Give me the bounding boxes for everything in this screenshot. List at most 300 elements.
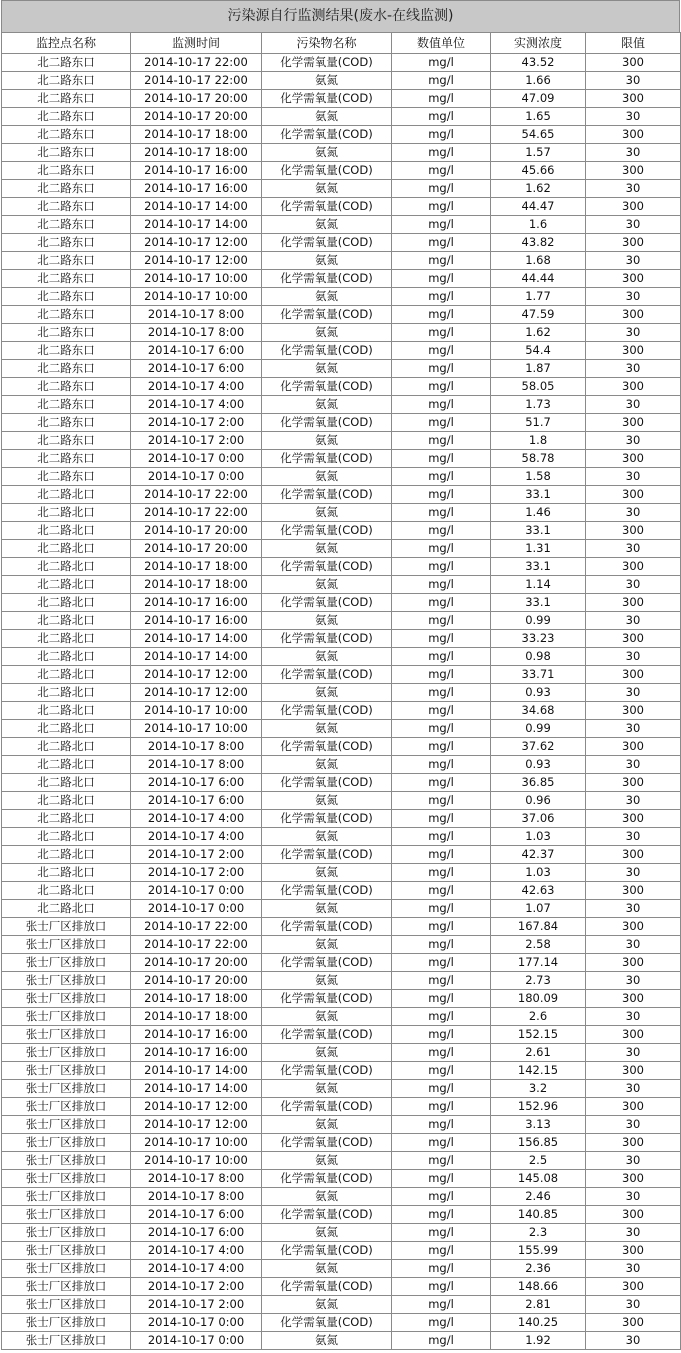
table-row [2,252,681,270]
pollutant-cell: 化学需氧量(COD) [262,54,392,72]
limit-cell: 300 [586,450,681,468]
table-row [2,882,681,900]
limit-cell: 30 [586,684,681,702]
table-row [2,576,681,594]
unit-cell: mg/l [392,234,491,252]
pollutant-cell: 化学需氧量(COD) [262,954,392,972]
limit-cell: 300 [586,630,681,648]
time-cell: 2014-10-17 18:00 [131,576,262,594]
time-cell: 2014-10-17 22:00 [131,72,262,90]
site-cell: 张士厂区排放口 [2,1098,131,1116]
limit-cell: 30 [586,864,681,882]
limit-cell: 300 [586,270,681,288]
site-cell: 张士厂区排放口 [2,1242,131,1260]
pollutant-cell: 化学需氧量(COD) [262,450,392,468]
time-cell: 2014-10-17 2:00 [131,846,262,864]
time-cell: 2014-10-17 20:00 [131,972,262,990]
concentration-cell: 42.37 [491,846,586,864]
unit-cell: mg/l [392,1242,491,1260]
unit-cell: mg/l [392,342,491,360]
site-cell: 北二路北口 [2,864,131,882]
concentration-cell: 1.14 [491,576,586,594]
limit-cell: 30 [586,720,681,738]
limit-cell: 30 [586,432,681,450]
pollutant-cell: 氨氮 [262,1044,392,1062]
table-row [2,630,681,648]
concentration-cell: 0.93 [491,756,586,774]
concentration-cell: 47.09 [491,90,586,108]
limit-cell: 30 [586,180,681,198]
time-cell: 2014-10-17 16:00 [131,594,262,612]
time-cell: 2014-10-17 18:00 [131,990,262,1008]
pollutant-cell: 化学需氧量(COD) [262,414,392,432]
table-row [2,720,681,738]
unit-cell: mg/l [392,1062,491,1080]
limit-cell: 30 [586,1188,681,1206]
time-cell: 2014-10-17 2:00 [131,414,262,432]
site-cell: 北二路北口 [2,486,131,504]
site-cell: 张士厂区排放口 [2,1008,131,1026]
table-row [2,846,681,864]
unit-cell: mg/l [392,1278,491,1296]
col-header-unit: 数值单位 [392,33,491,54]
site-cell: 北二路东口 [2,360,131,378]
table-row [2,144,681,162]
unit-cell: mg/l [392,432,491,450]
time-cell: 2014-10-17 14:00 [131,648,262,666]
limit-cell: 300 [586,702,681,720]
site-cell: 北二路北口 [2,522,131,540]
pollutant-cell: 氨氮 [262,360,392,378]
concentration-cell: 54.65 [491,126,586,144]
limit-cell: 300 [586,1278,681,1296]
limit-cell: 300 [586,918,681,936]
site-cell: 张士厂区排放口 [2,1278,131,1296]
concentration-cell: 42.63 [491,882,586,900]
pollutant-cell: 化学需氧量(COD) [262,1278,392,1296]
col-header-site: 监控点名称 [2,33,131,54]
pollutant-cell: 化学需氧量(COD) [262,558,392,576]
concentration-cell: 2.36 [491,1260,586,1278]
limit-cell: 300 [586,558,681,576]
concentration-cell: 33.23 [491,630,586,648]
site-cell: 张士厂区排放口 [2,1026,131,1044]
pollutant-cell: 化学需氧量(COD) [262,126,392,144]
pollutant-cell: 氨氮 [262,936,392,954]
unit-cell: mg/l [392,108,491,126]
concentration-cell: 1.6 [491,216,586,234]
limit-cell: 30 [586,576,681,594]
time-cell: 2014-10-17 16:00 [131,612,262,630]
time-cell: 2014-10-17 0:00 [131,1314,262,1332]
unit-cell: mg/l [392,666,491,684]
unit-cell: mg/l [392,1098,491,1116]
site-cell: 北二路东口 [2,72,131,90]
table-row [2,72,681,90]
table-row [2,216,681,234]
time-cell: 2014-10-17 18:00 [131,144,262,162]
limit-cell: 30 [586,612,681,630]
limit-cell: 30 [586,1044,681,1062]
unit-cell: mg/l [392,396,491,414]
time-cell: 2014-10-17 6:00 [131,360,262,378]
table-row [2,1224,681,1242]
pollutant-cell: 氨氮 [262,540,392,558]
concentration-cell: 140.25 [491,1314,586,1332]
unit-cell: mg/l [392,594,491,612]
time-cell: 2014-10-17 16:00 [131,162,262,180]
unit-cell: mg/l [392,1314,491,1332]
concentration-cell: 152.15 [491,1026,586,1044]
time-cell: 2014-10-17 6:00 [131,1224,262,1242]
unit-cell: mg/l [392,1026,491,1044]
pollutant-cell: 氨氮 [262,1152,392,1170]
site-cell: 北二路北口 [2,648,131,666]
concentration-cell: 0.99 [491,720,586,738]
table-row [2,162,681,180]
table-row [2,594,681,612]
pollutant-cell: 化学需氧量(COD) [262,486,392,504]
concentration-cell: 142.15 [491,1062,586,1080]
table-row [2,1044,681,1062]
limit-cell: 30 [586,1116,681,1134]
site-cell: 张士厂区排放口 [2,1224,131,1242]
pollutant-cell: 氨氮 [262,180,392,198]
limit-cell: 30 [586,72,681,90]
time-cell: 2014-10-17 4:00 [131,396,262,414]
limit-cell: 300 [586,1242,681,1260]
concentration-cell: 1.68 [491,252,586,270]
concentration-cell: 51.7 [491,414,586,432]
table-row [2,558,681,576]
pollutant-cell: 氨氮 [262,1260,392,1278]
time-cell: 2014-10-17 2:00 [131,1296,262,1314]
unit-cell: mg/l [392,828,491,846]
limit-cell: 300 [586,846,681,864]
pollutant-cell: 化学需氧量(COD) [262,1026,392,1044]
table-row [2,396,681,414]
time-cell: 2014-10-17 6:00 [131,1206,262,1224]
concentration-cell: 1.92 [491,1332,586,1350]
limit-cell: 300 [586,954,681,972]
time-cell: 2014-10-17 20:00 [131,954,262,972]
site-cell: 北二路北口 [2,900,131,918]
limit-cell: 300 [586,1062,681,1080]
pollutant-cell: 化学需氧量(COD) [262,990,392,1008]
pollutant-cell: 氨氮 [262,468,392,486]
pollutant-cell: 氨氮 [262,1080,392,1098]
limit-cell: 300 [586,486,681,504]
time-cell: 2014-10-17 4:00 [131,810,262,828]
table-row [2,954,681,972]
concentration-cell: 1.03 [491,864,586,882]
site-cell: 张士厂区排放口 [2,1296,131,1314]
site-cell: 北二路东口 [2,288,131,306]
site-cell: 北二路东口 [2,252,131,270]
site-cell: 张士厂区排放口 [2,972,131,990]
site-cell: 北二路北口 [2,882,131,900]
concentration-cell: 1.58 [491,468,586,486]
table-row [2,666,681,684]
table-row [2,702,681,720]
concentration-cell: 43.52 [491,54,586,72]
time-cell: 2014-10-17 0:00 [131,468,262,486]
table-body [2,54,681,1350]
time-cell: 2014-10-17 18:00 [131,1008,262,1026]
limit-cell: 30 [586,972,681,990]
unit-cell: mg/l [392,918,491,936]
table-row [2,1206,681,1224]
table-row [2,1026,681,1044]
unit-cell: mg/l [392,414,491,432]
col-header-time: 监测时间 [131,33,262,54]
pollutant-cell: 化学需氧量(COD) [262,1062,392,1080]
limit-cell: 30 [586,792,681,810]
time-cell: 2014-10-17 10:00 [131,288,262,306]
table-row [2,936,681,954]
site-cell: 北二路东口 [2,144,131,162]
site-cell: 张士厂区排放口 [2,1170,131,1188]
site-cell: 北二路北口 [2,540,131,558]
table-row [2,684,681,702]
site-cell: 北二路北口 [2,774,131,792]
pollutant-cell: 化学需氧量(COD) [262,306,392,324]
time-cell: 2014-10-17 16:00 [131,1026,262,1044]
concentration-cell: 152.96 [491,1098,586,1116]
pollutant-cell: 氨氮 [262,216,392,234]
site-cell: 张士厂区排放口 [2,1332,131,1350]
table-row [2,1062,681,1080]
pollutant-cell: 氨氮 [262,576,392,594]
table-row [2,972,681,990]
unit-cell: mg/l [392,936,491,954]
unit-cell: mg/l [392,648,491,666]
pollutant-cell: 氨氮 [262,648,392,666]
pollutant-cell: 氨氮 [262,72,392,90]
pollutant-cell: 化学需氧量(COD) [262,810,392,828]
pollutant-cell: 化学需氧量(COD) [262,1170,392,1188]
table-row [2,468,681,486]
concentration-cell: 0.93 [491,684,586,702]
site-cell: 北二路北口 [2,756,131,774]
time-cell: 2014-10-17 0:00 [131,900,262,918]
time-cell: 2014-10-17 4:00 [131,1242,262,1260]
concentration-cell: 37.06 [491,810,586,828]
table-row [2,54,681,72]
concentration-cell: 2.6 [491,1008,586,1026]
site-cell: 北二路东口 [2,234,131,252]
unit-cell: mg/l [392,792,491,810]
concentration-cell: 44.47 [491,198,586,216]
concentration-cell: 1.65 [491,108,586,126]
site-cell: 张士厂区排放口 [2,1062,131,1080]
limit-cell: 30 [586,756,681,774]
table-row [2,198,681,216]
time-cell: 2014-10-17 20:00 [131,522,262,540]
unit-cell: mg/l [392,846,491,864]
concentration-cell: 1.03 [491,828,586,846]
site-cell: 北二路北口 [2,684,131,702]
site-cell: 北二路北口 [2,810,131,828]
unit-cell: mg/l [392,90,491,108]
col-header-limit: 限值 [586,33,681,54]
unit-cell: mg/l [392,252,491,270]
concentration-cell: 2.46 [491,1188,586,1206]
unit-cell: mg/l [392,1188,491,1206]
pollutant-cell: 氨氮 [262,1224,392,1242]
report-title: 污染源自行监测结果(废水-在线监测) [1,0,680,32]
table-row [2,180,681,198]
unit-cell: mg/l [392,126,491,144]
site-cell: 北二路东口 [2,270,131,288]
pollutant-cell: 化学需氧量(COD) [262,90,392,108]
time-cell: 2014-10-17 12:00 [131,234,262,252]
unit-cell: mg/l [392,504,491,522]
table-row [2,1242,681,1260]
table-row [2,1170,681,1188]
site-cell: 张士厂区排放口 [2,1134,131,1152]
table-header-row [2,33,681,54]
pollutant-cell: 化学需氧量(COD) [262,774,392,792]
unit-cell: mg/l [392,180,491,198]
concentration-cell: 2.58 [491,936,586,954]
pollutant-cell: 氨氮 [262,684,392,702]
limit-cell: 30 [586,468,681,486]
table-row [2,414,681,432]
concentration-cell: 43.82 [491,234,586,252]
concentration-cell: 2.3 [491,1224,586,1242]
pollutant-cell: 化学需氧量(COD) [262,234,392,252]
site-cell: 北二路北口 [2,594,131,612]
table-row [2,1332,681,1350]
time-cell: 2014-10-17 0:00 [131,882,262,900]
unit-cell: mg/l [392,1296,491,1314]
unit-cell: mg/l [392,1044,491,1062]
time-cell: 2014-10-17 16:00 [131,1044,262,1062]
table-row [2,990,681,1008]
limit-cell: 300 [586,1314,681,1332]
concentration-cell: 177.14 [491,954,586,972]
concentration-cell: 0.98 [491,648,586,666]
table-row [2,306,681,324]
unit-cell: mg/l [392,450,491,468]
site-cell: 张士厂区排放口 [2,990,131,1008]
site-cell: 北二路东口 [2,162,131,180]
time-cell: 2014-10-17 0:00 [131,1332,262,1350]
unit-cell: mg/l [392,1260,491,1278]
concentration-cell: 1.66 [491,72,586,90]
time-cell: 2014-10-17 4:00 [131,1260,262,1278]
concentration-cell: 45.66 [491,162,586,180]
limit-cell: 300 [586,774,681,792]
concentration-cell: 58.05 [491,378,586,396]
pollutant-cell: 化学需氧量(COD) [262,738,392,756]
pollutant-cell: 化学需氧量(COD) [262,1206,392,1224]
pollutant-cell: 化学需氧量(COD) [262,846,392,864]
limit-cell: 300 [586,1098,681,1116]
time-cell: 2014-10-17 2:00 [131,1278,262,1296]
time-cell: 2014-10-17 6:00 [131,774,262,792]
limit-cell: 30 [586,144,681,162]
concentration-cell: 0.96 [491,792,586,810]
site-cell: 北二路东口 [2,180,131,198]
table-row [2,540,681,558]
site-cell: 北二路东口 [2,342,131,360]
table-row [2,522,681,540]
unit-cell: mg/l [392,756,491,774]
pollutant-cell: 化学需氧量(COD) [262,630,392,648]
time-cell: 2014-10-17 2:00 [131,432,262,450]
pollutant-cell: 氨氮 [262,1188,392,1206]
time-cell: 2014-10-17 8:00 [131,1170,262,1188]
pollutant-cell: 化学需氧量(COD) [262,162,392,180]
unit-cell: mg/l [392,468,491,486]
pollutant-cell: 化学需氧量(COD) [262,1098,392,1116]
site-cell: 北二路北口 [2,630,131,648]
time-cell: 2014-10-17 22:00 [131,486,262,504]
pollutant-cell: 氨氮 [262,792,392,810]
time-cell: 2014-10-17 22:00 [131,504,262,522]
concentration-cell: 33.1 [491,522,586,540]
limit-cell: 300 [586,522,681,540]
limit-cell: 30 [586,540,681,558]
col-header-concentration: 实测浓度 [491,33,586,54]
site-cell: 北二路北口 [2,612,131,630]
site-cell: 北二路东口 [2,396,131,414]
limit-cell: 300 [586,594,681,612]
pollutant-cell: 氨氮 [262,504,392,522]
concentration-cell: 1.62 [491,180,586,198]
limit-cell: 300 [586,1206,681,1224]
site-cell: 北二路东口 [2,324,131,342]
limit-cell: 300 [586,738,681,756]
limit-cell: 300 [586,162,681,180]
pollutant-cell: 氨氮 [262,1332,392,1350]
site-cell: 张士厂区排放口 [2,1152,131,1170]
pollutant-cell: 化学需氧量(COD) [262,666,392,684]
site-cell: 北二路东口 [2,378,131,396]
site-cell: 北二路东口 [2,216,131,234]
time-cell: 2014-10-17 14:00 [131,1080,262,1098]
table-row [2,756,681,774]
limit-cell: 30 [586,1008,681,1026]
time-cell: 2014-10-17 20:00 [131,90,262,108]
concentration-cell: 145.08 [491,1170,586,1188]
limit-cell: 30 [586,1332,681,1350]
report-container [1,0,680,1350]
unit-cell: mg/l [392,720,491,738]
site-cell: 张士厂区排放口 [2,936,131,954]
limit-cell: 300 [586,882,681,900]
unit-cell: mg/l [392,990,491,1008]
table-row [2,108,681,126]
pollutant-cell: 氨氮 [262,288,392,306]
concentration-cell: 44.44 [491,270,586,288]
unit-cell: mg/l [392,144,491,162]
site-cell: 北二路东口 [2,432,131,450]
concentration-cell: 1.57 [491,144,586,162]
pollutant-cell: 化学需氧量(COD) [262,882,392,900]
unit-cell: mg/l [392,1080,491,1098]
pollutant-cell: 氨氮 [262,756,392,774]
table-row [2,1080,681,1098]
unit-cell: mg/l [392,864,491,882]
table-row [2,864,681,882]
unit-cell: mg/l [392,216,491,234]
table-row [2,774,681,792]
time-cell: 2014-10-17 10:00 [131,1152,262,1170]
concentration-cell: 1.8 [491,432,586,450]
